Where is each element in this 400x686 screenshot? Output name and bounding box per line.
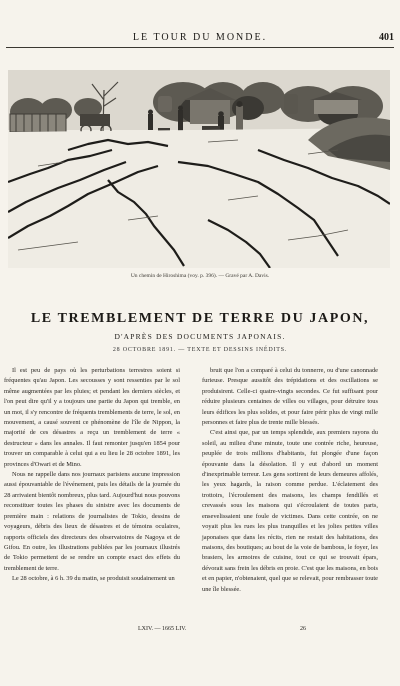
signature-mark-right: 26 [300,626,306,632]
text-column-left [4,366,180,585]
header-rule [6,47,394,48]
engraving-illustration [8,70,390,268]
earthquake-road-engraving [8,70,390,268]
running-header [0,30,400,46]
figure-caption: Un chemin de Hiroshima (voy. p. 396). — Gravé par A. Davis. [130,273,270,279]
article-title: LE TREMBLEMENT DE TERRE DU JAPON, [30,311,370,326]
paragraph: C'est ainsi que, par un temps splendide, aux premiers rayons du soleil, au milieu d'une minute, toute une contrée riche, heureuse, peuplée de trois millions d'habitants, fut plongée d'une façon épouvante dans la désolation. Il y eut d'abord un moment d'inexprimable terreur. Les gens sortirent de leurs demeures affolés, les yeux hagards, la raison comme perdue. L'éclatement des trottoirs, l'écroulement des maisons, les champs fendillés et crevassés sous les maisons qui s'écroulaient de toutes parts, ensevelissaient une foule de victimes. Dans cette contrée, on ne voyait plus les rues les plus tranquilles et les jolies petites villes japonaises que dans les récits, rien ne restait des habitations, des maisons, des boutiques; au bout de la voie de bambous, le foyer, les brasiers, les armoires de cuisine, tout ce qui se trouvait épars, dévorait sans frein les débris en proie. C'est que les maisons, en bois et en papier, n'obtenaient, quel que se relevait, pour rembrasser toute une île blessée. [202,429,378,593]
paragraph: Le 28 octobre, à 6 h. 39 du matin, se produisit soudainement un [12,575,175,583]
signature-mark-left: LXIV. — 1665 LIV. [138,626,187,632]
article-dateline: 28 OCTOBRE 1891. — TEXTE ET DESSINS INÉDITS. [112,347,288,353]
page-footer [0,626,400,638]
paragraph: bruit que l'on a comparé à celui du tonnerre, ou d'une canonnade furieuse. Presque aussitôt des trépidations et des oscillations se produisirent. Celle-ci quatre-vingts secondes. Ce fut suffisant pour réduire plusieurs centaines de villes ou villages, pour détruire tous leurs édifices les plus solides, et pour faire périr plus de vingt mille personnes et faire plus de trente mille blessés. [202,367,378,427]
paragraph: Nous ne rappelle dans nos journaux parisiens aucune impression aussi épouvantable de l'événement, puis les détails de la journée du 28 arrivaient bientôt nombreux, plus tard. Aujourd'hui nous pouvons reconstituer toutes les phases du sinistre avec les documents de première main : relations de journalistes de Tokio, dessins de voyageurs, débris des lieux de désastres et de témoins oculaires, rapports officiels des directeurs des observatoires de Nagoya et de Gifou. En outre, les illustrations publiées par les journaux illustrés de Tokio permettent de se rendre un compte exact des effets du tremblement de terre. [4,471,180,572]
text-column-right [202,366,378,595]
page-number: 401 [379,32,394,43]
paragraph: Il est peu de pays où les perturbations terrestres soient si fréquentes qu'au Japon. Les secousses y sont ressenties par le sol même augmentées par les pluies; et pendant les derniers siècles, et l'on peut dire qu'il y a toujours une partie du Japon qui tremble, en un mot, il s'y rencontre de fréquents tremblements de terre, le sol, en mouvement, a causé souvent ce phénomène de l'île de Nippon, la majorité de ces désastres a reçu un tremblement de terre « destructeur » dans les annales. Il faut remonter jusqu'en 1854 pour trouver un comparable à celui qui a eu lieu le 28 octobre 1891, les provinces d'Owari et de Mino. [4,367,180,468]
running-title: LE TOUR DU MONDE. [132,32,268,43]
article-subtitle: D'APRÈS DES DOCUMENTS JAPONAIS. [114,332,286,341]
